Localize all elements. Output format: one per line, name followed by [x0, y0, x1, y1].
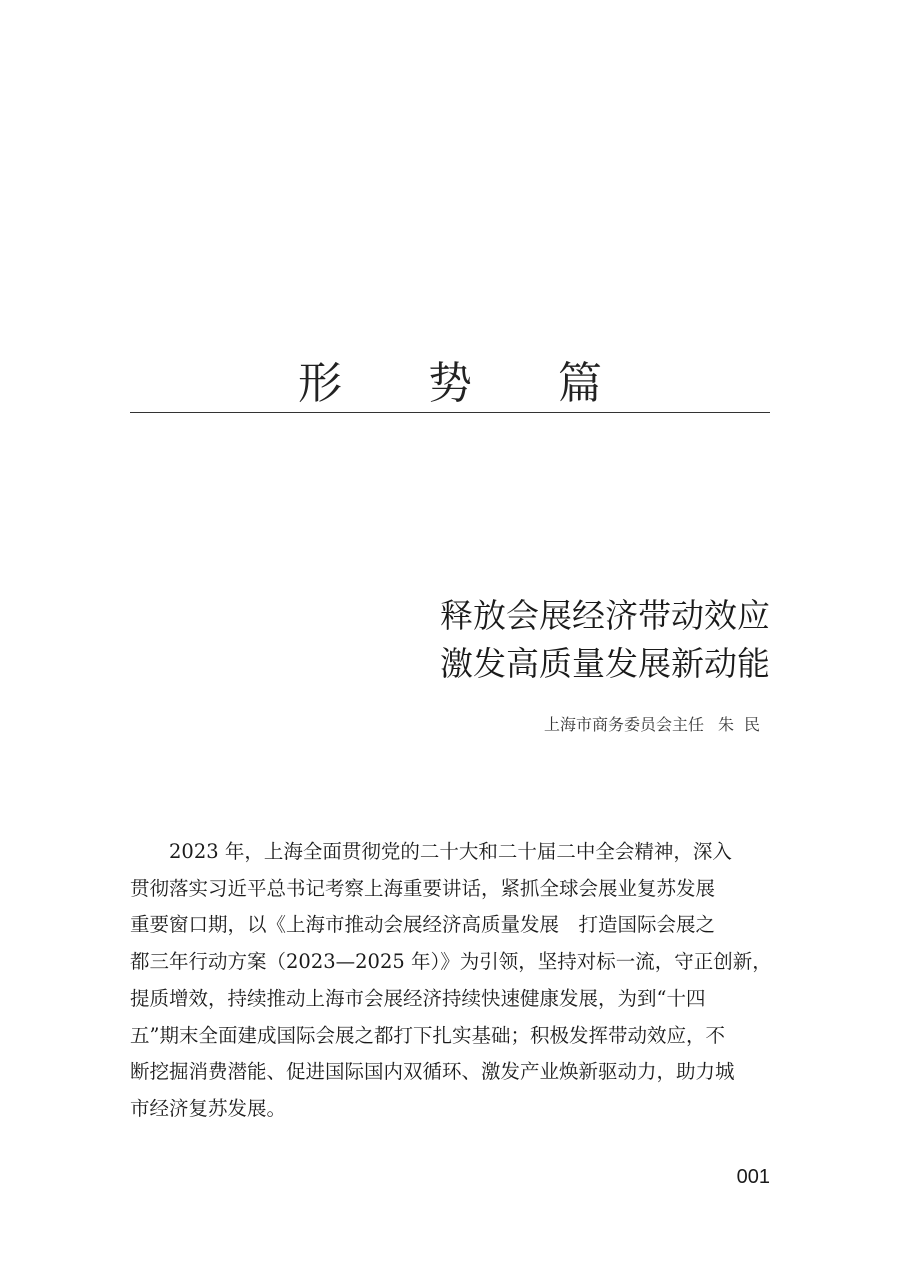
article-title: [440, 592, 770, 688]
body-line: 五”期末全面建成国际会展之都打下扎实基础；积极发挥带动效应，不: [130, 1023, 725, 1047]
body-line: 重要窗口期，以《上海市推动会展经济高质量发展 打造国际会展之: [130, 913, 716, 937]
body-line: 断挖掘消费潜能、促进国际国内双循环、激发产业焕新驱动力，助力城: [130, 1060, 735, 1084]
section-title: 形 势 篇: [298, 358, 638, 409]
body-line: 提质增效，持续推动上海市会展经济持续快速健康发展，为到“十四: [130, 986, 706, 1010]
body-line: 贯彻落实习近平总书记考察上海重要讲话，紧抓全球会展业复苏发展: [130, 876, 716, 900]
byline: [544, 714, 770, 736]
body-paragraph: [130, 834, 770, 1128]
body-line: 2023 年，上海全面贯彻党的二十大和二十届二中全会精神，深入: [169, 840, 732, 863]
author-position: 上海市商务委员会主任: [543, 715, 704, 734]
article-title-line-1: 释放会展经济带动效应: [440, 596, 770, 635]
section-divider: [130, 412, 770, 413]
article-title-line-2: 激发高质量发展新动能: [440, 644, 770, 683]
page-number: 001: [736, 1166, 770, 1188]
body-line: 市经济复苏发展。: [130, 1096, 287, 1120]
author-name: 朱民: [717, 715, 770, 734]
body-line: 都三年行动方案（2023—2025 年）》为引领，坚持对标一流，守正创新，: [130, 950, 772, 974]
